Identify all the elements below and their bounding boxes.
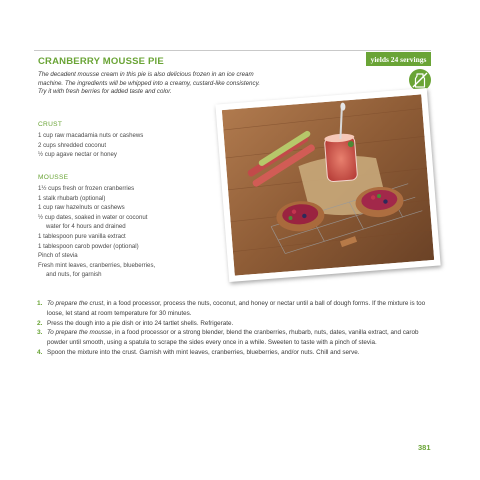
top-rule xyxy=(34,50,431,51)
step-text xyxy=(47,328,437,348)
step-body: , in a food processor or a strong blender, blend the cranberries, rhubarb, nuts, dates, vanilla extract, and carob powder until smooth, using a spatula to scrape the sides every once in a while. Sweeten to taste with a pinch of stevia. xyxy=(47,329,419,347)
list-item: water for 4 hours and drained xyxy=(46,223,126,231)
recipe-intro: The decadent mousse cream in this pie is also delicious frozen in an ice cream machine. The ingredients will be whipped into a creamy, custard-like consistency. Try it with fresh berries for added taste and color. xyxy=(38,71,260,96)
step-text xyxy=(47,299,437,319)
step-number: 2. xyxy=(37,319,43,327)
step-body: , in a food processor, process the nuts, coconut, and honey or nectar until a ball of dough forms. If the mixture is too loose, let stand at room temperature for 30 minutes. xyxy=(47,300,426,317)
recipe-title: CRANBERRY MOUSSE PIE xyxy=(38,56,164,67)
crust-ingredients xyxy=(38,131,208,160)
step-body: Spoon the mixture into the crust. Garnish with mint leaves, cranberries, blueberries, and/or nuts. Chill and serve. xyxy=(47,348,360,356)
list-item: and nuts, for garnish xyxy=(46,271,102,279)
step-lead: To prepare the crust xyxy=(47,300,104,307)
step-item xyxy=(37,328,437,348)
page-number: 381 xyxy=(418,443,431,452)
list-item: ½ cup dates, soaked in water or coconut xyxy=(38,213,148,221)
step-text xyxy=(47,348,437,358)
step-text xyxy=(47,319,437,329)
list-item: 1 tablespoon pure vanilla extract xyxy=(38,232,126,240)
step-item xyxy=(37,348,437,358)
crust-heading: CRUST xyxy=(38,121,63,128)
step-lead: To prepare the mousse xyxy=(47,329,112,337)
list-item: 1 cup raw hazelnuts or cashews xyxy=(38,204,125,212)
step-number: 3. xyxy=(37,329,43,337)
mousse-ingredients xyxy=(38,184,208,280)
recipe-steps xyxy=(37,299,437,358)
list-item: 1 tablespoon carob powder (optional) xyxy=(38,242,139,250)
mousse-heading: MOUSSE xyxy=(38,174,69,181)
step-item xyxy=(37,299,437,319)
step-number: 1. xyxy=(37,300,43,307)
list-item: ½ cup agave nectar or honey xyxy=(38,151,117,159)
list-item: 1½ cups fresh or frozen cranberries xyxy=(38,185,135,192)
list-item: 1 cup raw macadamia nuts or cashews xyxy=(38,132,144,139)
recipe-photo xyxy=(215,88,440,282)
yield-badge: yields 24 servings xyxy=(366,52,431,66)
list-item: Fresh mint leaves, cranberries, blueberries, xyxy=(38,261,156,269)
list-item: 2 cups shredded coconut xyxy=(38,141,107,149)
list-item: Pinch of stevia xyxy=(38,252,78,260)
list-item: 1 stalk rhubarb (optional) xyxy=(38,194,106,202)
step-number: 4. xyxy=(37,348,43,356)
step-item xyxy=(37,319,437,329)
step-body: Press the dough into a pie dish or into 24 tartlet shells. Refrigerate. xyxy=(47,319,234,327)
